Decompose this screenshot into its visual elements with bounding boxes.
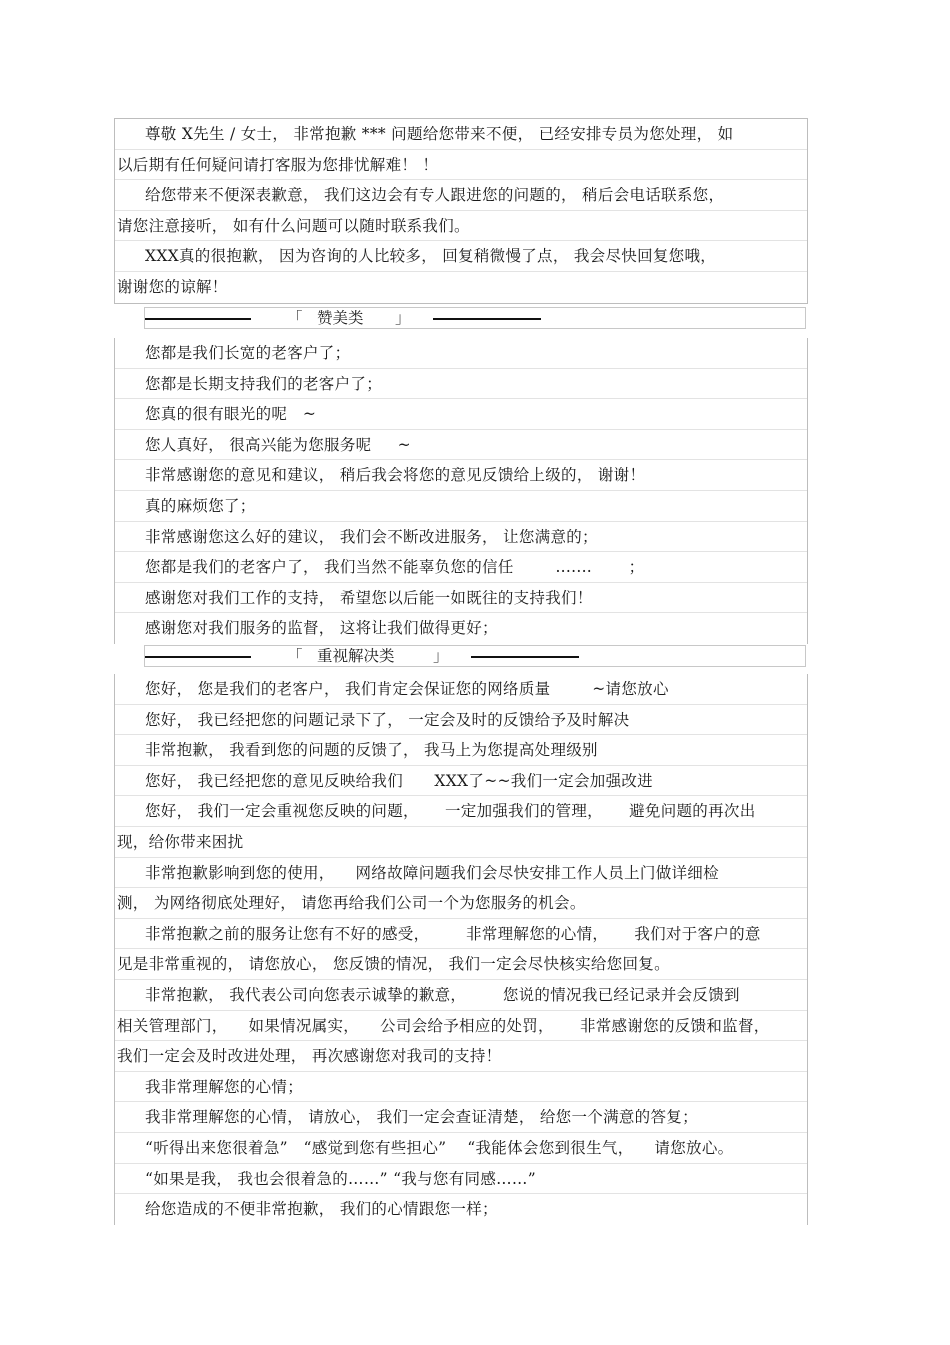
text-line: 我们一定会及时改进处理， 再次感谢您对我司的支持！ xyxy=(115,1041,807,1072)
text-line: 您都是我们的老客户了， 我们当然不能辜负您的信任 ....... ； xyxy=(115,552,807,583)
text-line: 请您注意接听， 如有什么问题可以随时联系我们。 xyxy=(115,211,807,242)
divider-close-bracket: 」 xyxy=(433,647,449,665)
text-line: 非常抱歉影响到您的使用， 网络故障问题我们会尽快安排工作人员上门做详细检 xyxy=(115,858,807,889)
section-divider-resolve xyxy=(144,645,806,667)
text-line: 给您带来不便深表歉意， 我们这边会有专人跟进您的问题的， 稍后会电话联系您， xyxy=(115,180,807,211)
text-line: 见是非常重视的， 请您放心， 您反馈的情况， 我们一定会尽快核实给您回复。 xyxy=(115,949,807,980)
text-line: 测， 为网络彻底处理好， 请您再给我们公司一个为您服务的机会。 xyxy=(115,888,807,919)
text-line: 您好， 您是我们的老客户， 我们肯定会保证您的网络质量 ~请您放心 xyxy=(115,674,807,705)
text-line: 真的麻烦您了； xyxy=(115,491,807,522)
divider-rule xyxy=(145,318,251,320)
text-line: 相关管理部门， 如果情况属实， 公司会给予相应的处罚， 非常感谢您的反馈和监督， xyxy=(115,1011,807,1042)
text-line: 现，给你带来困扰 xyxy=(115,827,807,858)
text-line: “如果是我， 我也会很着急的……” “我与您有同感……” xyxy=(115,1164,807,1195)
divider-open-bracket: 「 xyxy=(287,309,303,327)
text-line: 您好， 我已经把您的问题记录下了， 一定会及时的反馈给予及时解决 xyxy=(115,705,807,736)
text-line: 您真的很有眼光的呢 ~ xyxy=(115,399,807,430)
text-line: 给您造成的不便非常抱歉， 我们的心情跟您一样； xyxy=(145,1200,498,1219)
divider-rule xyxy=(433,318,541,320)
text-line: 非常抱歉， 我代表公司向您表示诚挚的歉意， 您说的情况我已经记录并会反馈到 xyxy=(115,980,807,1011)
text-line: 非常抱歉， 我看到您的问题的反馈了， 我马上为您提高处理级别 xyxy=(115,735,807,766)
text-line: 您好， 我已经把您的意见反映给我们 XXX了~~我们一定会加强改进 xyxy=(115,766,807,797)
divider-rule xyxy=(471,656,579,658)
divider-rule xyxy=(145,656,251,658)
text-line: 非常抱歉之前的服务让您有不好的感受， 非常理解您的心情， 我们对于客户的意 xyxy=(115,919,807,950)
text-line: 非常感谢您这么好的建议， 我们会不断改进服务， 让您满意的； xyxy=(115,522,807,553)
divider-title: 重视解决类 xyxy=(317,647,395,665)
text-line: 尊敬 X先生 / 女士， 非常抱歉 *** 问题给您带来不便， 已经安排专员为您处理， 如 xyxy=(115,119,807,150)
text-line: 您都是我们长宽的老客户了； xyxy=(115,338,807,369)
text-line: 您好， 我们一定会重视您反映的问题， 一定加强我们的管理， 避免问题的再次出 xyxy=(115,796,807,827)
apology-section xyxy=(114,118,808,304)
text-line: 我非常理解您的心情； xyxy=(115,1072,807,1103)
divider-close-bracket: 」 xyxy=(395,309,411,327)
text-line: 您都是长期支持我们的老客户了； xyxy=(115,369,807,400)
text-line: 以后期有任何疑问请打客服为您排忧解难！ ！ xyxy=(115,150,807,181)
text-line: XXX真的很抱歉， 因为咨询的人比较多， 回复稍微慢了点， 我会尽快回复您哦， xyxy=(115,241,807,272)
resolve-section xyxy=(114,674,808,1225)
text-line: 感谢您对我们服务的监督， 这将让我们做得更好； xyxy=(145,619,498,638)
praise-section xyxy=(114,338,808,644)
text-line: “听得出来您很着急” “感觉到您有些担心” “我能体会您到很生气， 请您放心。 xyxy=(115,1133,807,1164)
text-line: 非常感谢您的意见和建议， 稍后我会将您的意见反馈给上级的， 谢谢！ xyxy=(115,460,807,491)
text-line: 谢谢您的谅解！ xyxy=(117,277,228,296)
text-line: 您人真好， 很高兴能为您服务呢 ~ xyxy=(115,430,807,461)
section-divider-praise xyxy=(144,307,806,329)
divider-title: 赞美类 xyxy=(317,309,364,327)
divider-open-bracket: 「 xyxy=(287,647,303,665)
text-line: 我非常理解您的心情， 请放心， 我们一定会查证清楚， 给您一个满意的答复； xyxy=(115,1102,807,1133)
text-line: 感谢您对我们工作的支持， 希望您以后能一如既往的支持我们！ xyxy=(115,583,807,614)
